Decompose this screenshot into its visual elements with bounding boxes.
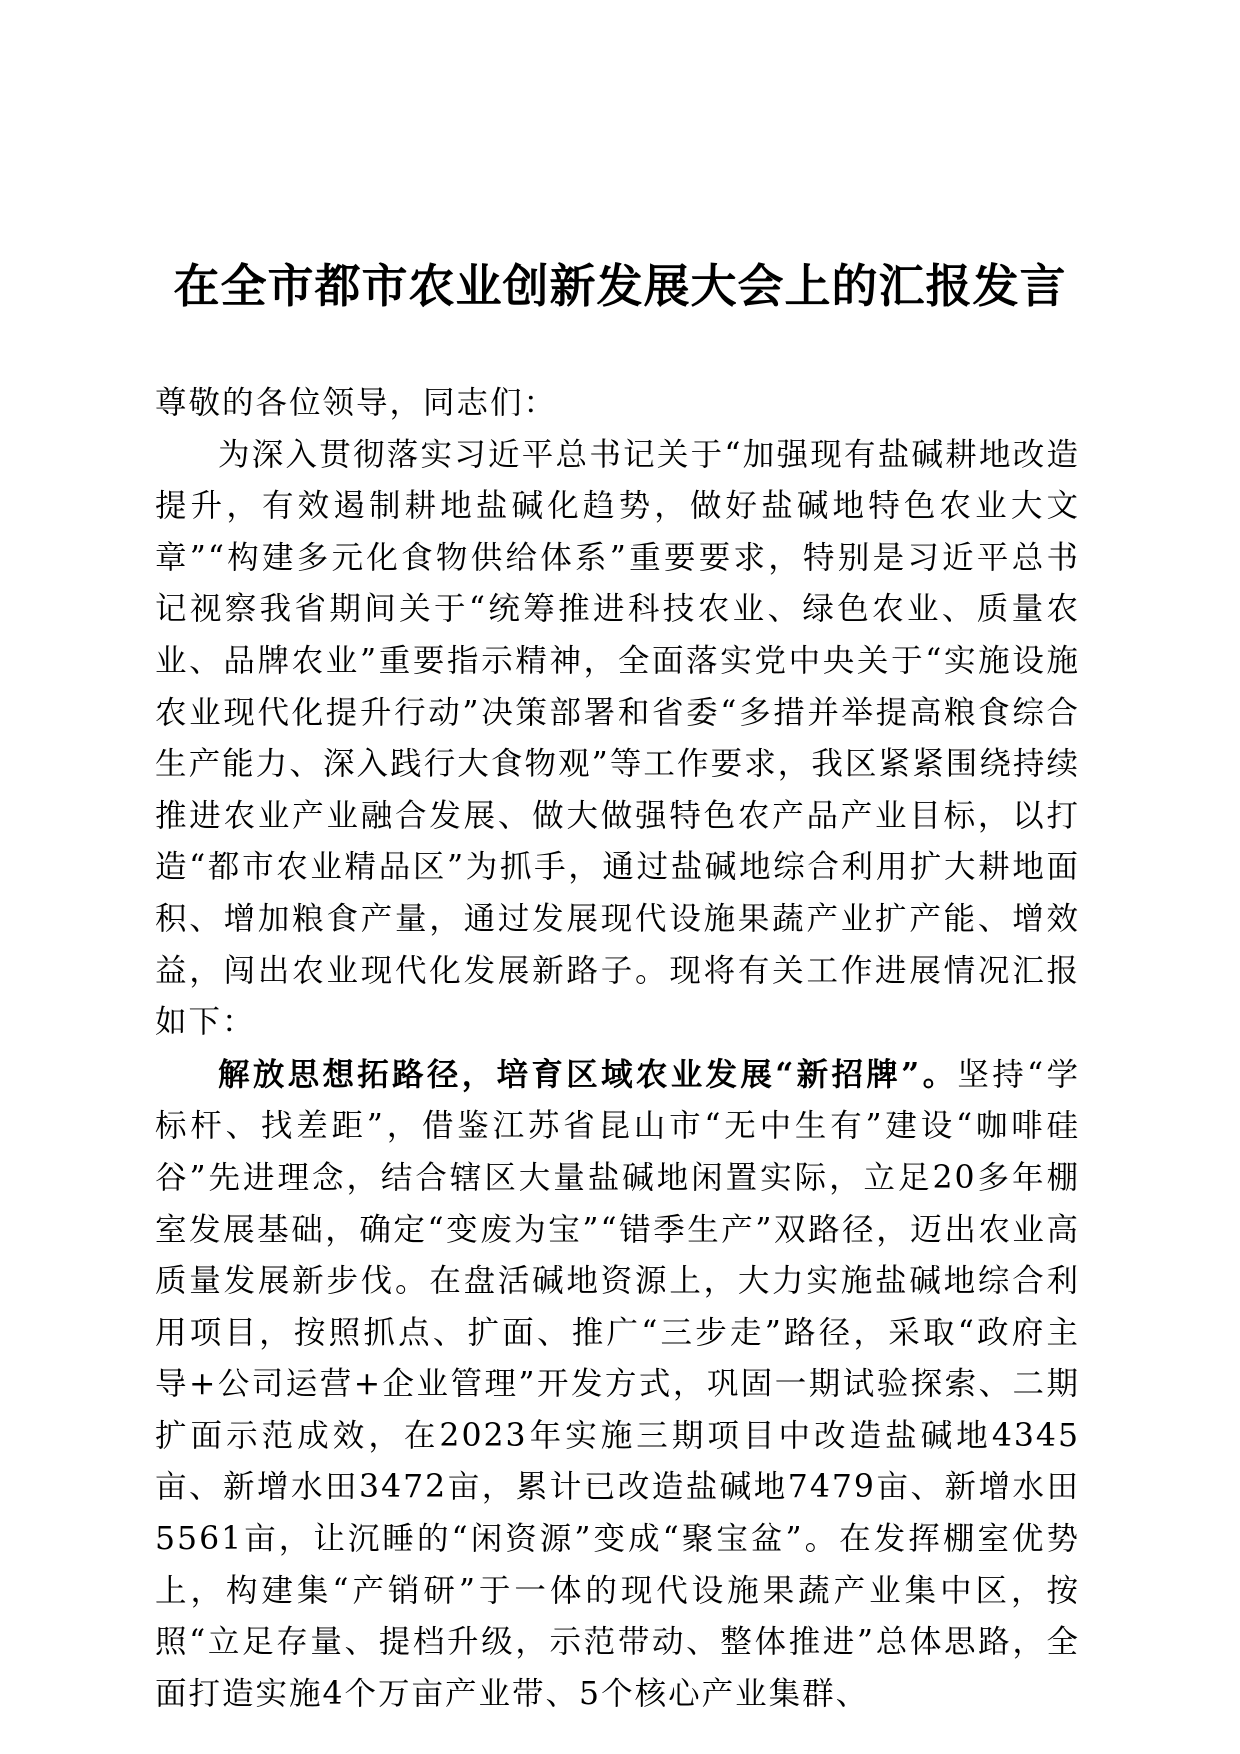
document-title: 在全市都市农业创新发展大会上的汇报发言 — [173, 259, 1067, 313]
document-body — [155, 378, 1080, 1720]
paragraph-intro: 为深入贯彻落实习近平总书记关于“加强现有盐碱耕地改造提升，有效遏制耕地盐碱化趋势，做好盐碱地特色农业大文章”“构建多元化食物供给体系”重要要求，特别是习近平总书记视察我省期间关于“统筹推进科技农业、绿色农业、质量农业、品牌农业”重要指示精神，全面落实党中央关于“实施设施农业现代化提升行动”决策部署和省委“多措并举提高粮食综合生产能力、深入践行大食物观”等工作要求，我区紧紧围绕持续推进农业产业融合发展、做大做强特色农产品产业目标，以打造“都市农业精品区”为抓手，通过盐碱地综合利用扩大耕地面积、增加粮食产量，通过发展现代设施果蔬产业扩产能、增效益，闯出农业现代化发展新路子。现将有关工作进展情况汇报如下： — [155, 436, 1080, 1041]
salutation: 尊敬的各位领导，同志们： — [155, 385, 558, 421]
paragraph-section-1 — [155, 1049, 1080, 1721]
section-body: 坚持“学标杆、找差距”，借鉴江苏省昆山市“无中生有”建设“咖啡硅谷”先进理念，结合辖区大量盐碱地闲置实际，立足20多年棚室发展基础，确定“变废为宝”“错季生产”双路径，迈出农业高质量发展新步伐。在盘活碱地资源上，大力实施盐碱地综合利用项目，按照抓点、扩面、推广“三步走”路径，采取“政府主导+公司运营+企业管理”开发方式，巩固一期试验探索、二期扩面示范成效，在2023年实施三期项目中改造盐碱地4345亩、新增水田3472亩，累计已改造盐碱地7479亩、新增水田5561亩，让沉睡的“闲资源”变成“聚宝盆”。在发挥棚室优势上，构建集“产销研”于一体的现代设施果蔬产业集中区，按照“立足存量、提档升级，示范带动、整体推进”总体思路，全面打造实施4个万亩产业带、5个核心产业集群、 — [155, 1056, 1080, 1712]
section-heading: 解放思想拓路径，培育区域农业发展“新招牌”。 — [218, 1055, 958, 1093]
